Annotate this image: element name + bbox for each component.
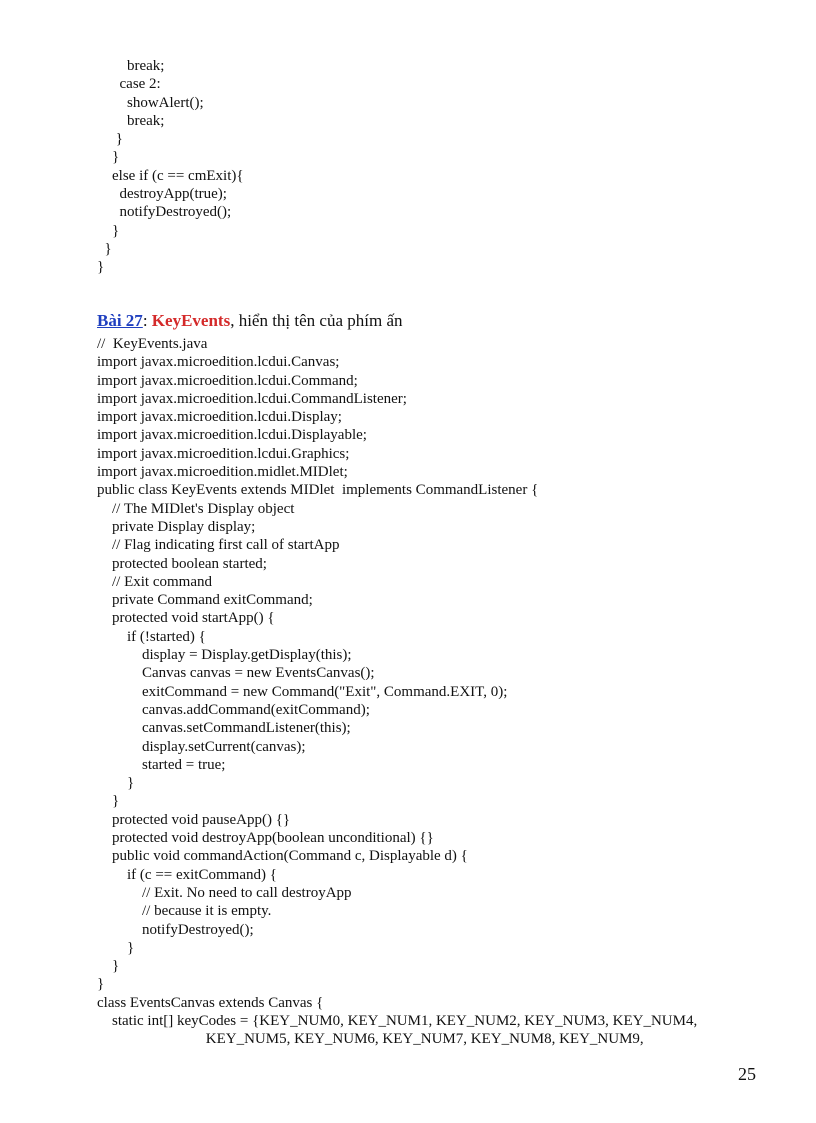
code-line: canvas.addCommand(exitCommand); <box>97 701 370 718</box>
heading-colon: : <box>142 311 152 330</box>
code-line: private Display display; <box>97 518 256 535</box>
code-line: if (!started) { <box>97 628 206 645</box>
code-line: protected void destroyApp(boolean unconditional) {} <box>97 830 434 847</box>
code-line: protected void startApp() { <box>97 610 275 627</box>
exercise-number-link[interactable]: Bài 27 <box>97 311 143 330</box>
code-line: import javax.microedition.midlet.MIDlet; <box>97 464 348 481</box>
code-line: // because it is empty. <box>97 903 272 920</box>
code-line: canvas.setCommandListener(this); <box>97 720 351 737</box>
code-line: } <box>97 259 105 276</box>
code-line: } <box>97 222 120 239</box>
code-line: // Flag indicating first call of startApp <box>97 537 340 554</box>
code-line: case 2: <box>97 76 161 93</box>
code-line: protected boolean started; <box>97 555 267 572</box>
code-line: } <box>97 131 123 148</box>
exercise-heading <box>97 311 403 331</box>
page-number: 25 <box>738 1064 756 1084</box>
code-line: // Exit. No need to call destroyApp <box>97 884 352 901</box>
exercise-title: KeyEvents <box>151 311 231 330</box>
code-line: public void commandAction(Command c, Displayable d) { <box>97 848 468 865</box>
code-line: protected void pauseApp() {} <box>97 811 291 828</box>
code-line: break; <box>97 58 165 74</box>
code-line: import javax.microedition.lcdui.Display; <box>97 409 342 426</box>
code-line: // The MIDlet's Display object <box>97 500 295 517</box>
code-block-main <box>97 335 697 1049</box>
code-line: public class KeyEvents extends MIDlet implements CommandListener { <box>97 482 539 499</box>
code-line: destroyApp(true); <box>97 186 227 203</box>
code-line: notifyDestroyed(); <box>97 204 232 221</box>
code-line: } <box>97 958 120 975</box>
code-line: import javax.microedition.lcdui.Command; <box>97 372 358 389</box>
code-line: Canvas canvas = new EventsCanvas(); <box>97 665 375 682</box>
code-line: } <box>97 240 112 257</box>
code-line: } <box>97 939 135 956</box>
code-line: started = true; <box>97 756 226 773</box>
code-line: class EventsCanvas extends Canvas { <box>97 994 324 1011</box>
code-line: // KeyEvents.java <box>97 336 208 352</box>
code-line: if (c == exitCommand) { <box>97 866 277 883</box>
code-line: } <box>97 976 105 993</box>
code-line: break; <box>97 112 165 129</box>
code-line: // Exit command <box>97 573 212 590</box>
code-line: } <box>97 775 135 792</box>
code-line: } <box>97 793 120 810</box>
code-line: exitCommand = new Command("Exit", Command.EXIT, 0); <box>97 683 508 700</box>
code-line: import javax.microedition.lcdui.Graphics; <box>97 445 350 462</box>
code-line: else if (c == cmExit){ <box>97 167 244 184</box>
code-line: static int[] keyCodes = {KEY_NUM0, KEY_NUM1, KEY_NUM2, KEY_NUM3, KEY_NUM4, <box>97 1012 698 1029</box>
code-line: showAlert(); <box>97 94 204 111</box>
code-line: import javax.microedition.lcdui.Canvas; <box>97 354 340 371</box>
code-line: KEY_NUM5, KEY_NUM6, KEY_NUM7, KEY_NUM8, KEY_NUM9, <box>97 1031 644 1048</box>
code-block-top <box>97 57 244 277</box>
code-line: notifyDestroyed(); <box>97 921 254 938</box>
code-line: } <box>97 149 120 166</box>
code-line: display = Display.getDisplay(this); <box>97 647 352 664</box>
code-line: private Command exitCommand; <box>97 592 313 609</box>
code-line: import javax.microedition.lcdui.Displayable; <box>97 427 367 444</box>
code-line: display.setCurrent(canvas); <box>97 738 306 755</box>
code-line: import javax.microedition.lcdui.CommandListener; <box>97 390 407 407</box>
exercise-description: , hiển thị tên của phím ấn <box>230 311 403 330</box>
